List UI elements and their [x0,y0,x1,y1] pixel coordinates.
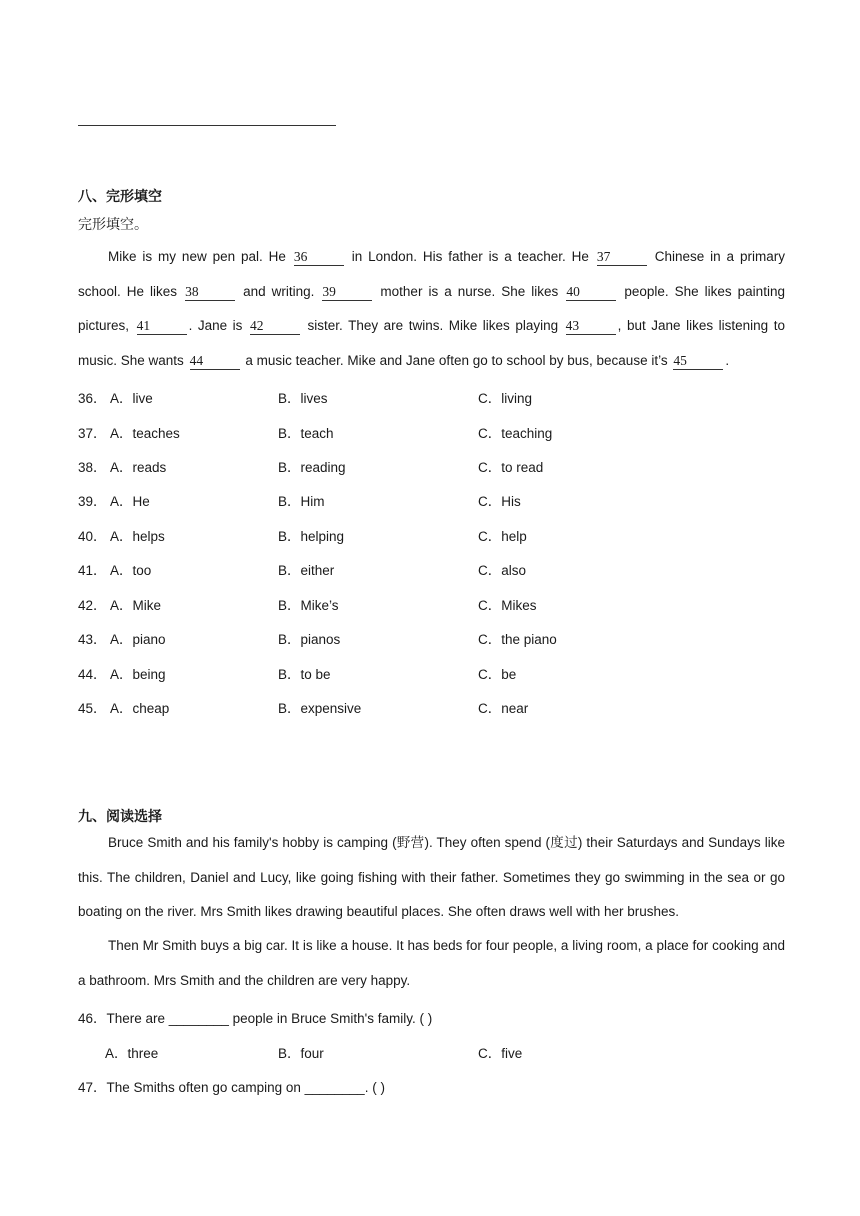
option-a[interactable]: A．He [110,494,150,509]
passage-text: sister. They are twins. Mike likes playing [307,318,559,333]
question-46: 46．There are ________ people in Bruce Smith's family. ( ) [78,1011,433,1026]
question-number: 38． [78,460,107,475]
blank-36: 36 [294,249,344,266]
question-number: 41． [78,563,107,578]
passage-text: , but Jane likes listening to [617,318,785,333]
option-b[interactable]: B．lives [278,391,328,406]
option-b[interactable]: B．Mike’s [278,598,339,613]
option-a[interactable]: A．teaches [110,426,180,441]
option-a[interactable]: A．live [110,391,153,406]
cloze-passage [78,240,785,378]
option-c[interactable]: C．teaching [478,426,553,441]
question-47: 47．The Smiths often go camping on ________. ( ) [78,1080,385,1095]
question-number: 44． [78,667,107,682]
question-number: 40． [78,529,107,544]
question-row [78,663,785,683]
question-row [78,559,785,579]
question-number: 37． [78,426,107,441]
option-a[interactable]: A．Mike [110,598,162,613]
section-8-title: 八、完形填空 [78,188,162,204]
header-rule [78,125,336,126]
option-a[interactable]: A．piano [110,632,166,647]
passage-text: . Jane is [188,318,243,333]
option-b[interactable]: B．expensive [278,701,362,716]
passage-text: in London. His father is a teacher. He [351,249,589,264]
option-b[interactable]: B．reading [278,460,346,475]
question-row [78,456,785,476]
passage-text: and writing. [243,283,315,299]
blank-44: 44 [190,353,240,370]
question-row [78,525,785,545]
blank-40: 40 [566,284,616,301]
passage-text: a music teacher. Mike and Jane often go to school by bus, because it’s [245,352,668,368]
blank-38: 38 [185,284,235,301]
blank-37: 37 [597,249,647,266]
option-c[interactable]: C．to read [478,460,544,475]
option-b[interactable]: B．helping [278,529,345,544]
question-number: 39． [78,494,107,509]
question-row [78,697,785,717]
option-c[interactable]: C．Mikes [478,598,537,613]
question-row [78,490,785,510]
section-8-subtitle: 完形填空。 [78,216,148,232]
reading-paragraph-2 [78,929,785,998]
reading-paragraph-1 [78,826,785,930]
option-c[interactable]: C．also [478,563,527,578]
question-number: 45． [78,701,107,716]
option-b[interactable]: B．either [278,563,335,578]
option-a[interactable]: A．cheap [110,701,170,716]
option-b[interactable]: B．four [278,1046,324,1061]
question-row [78,387,785,407]
option-c[interactable]: C．five [478,1046,523,1061]
question-46-options [78,1042,785,1062]
blank-41: 41 [137,318,187,335]
option-c[interactable]: C．be [478,667,517,682]
option-b[interactable]: B．to be [278,667,331,682]
passage-text: . [725,352,730,368]
section-9-title: 九、阅读选择 [78,808,162,824]
blank-42: 42 [250,318,300,335]
option-c[interactable]: C．near [478,701,529,716]
paragraph-text: Bruce Smith and his family's hobby is camping (野营). They often spend (度过) their Saturdays and Sundays like this. The children, Daniel and Lucy, like going fishing with their father. Sometimes they go swimming in the sea or go boating on the river. Mrs Smith likes drawing beautiful places. She often draws well with her brushes. [78,835,785,919]
option-c[interactable]: C．the piano [478,632,557,647]
option-a[interactable]: A．too [110,563,152,578]
option-c[interactable]: C．His [478,494,521,509]
passage-text: Chinese in a primary [654,249,785,264]
question-row [78,594,785,614]
blank-39: 39 [322,284,372,301]
paragraph-text: Then Mr Smith buys a big car. It is like a house. It has beds for four people, a living room, a place for cooking and a bathroom. Mrs Smith and the children are very happy. [78,938,785,988]
question-number: 42． [78,598,107,613]
option-a[interactable]: A．helps [110,529,165,544]
option-b[interactable]: B．teach [278,426,334,441]
passage-text: mother is a nurse. She likes [380,283,559,299]
question-number: 36． [78,391,107,406]
passage-text: music. She wants [78,352,184,368]
blank-45: 45 [673,353,723,370]
option-b[interactable]: B．pianos [278,632,341,647]
option-b[interactable]: B．Him [278,494,325,509]
option-a[interactable]: A．being [110,667,166,682]
passage-text: school. He likes [78,283,178,299]
passage-text: people. She likes painting [624,283,785,299]
question-row [78,628,785,648]
option-a[interactable]: A．reads [110,460,167,475]
option-c[interactable]: C．living [478,391,533,406]
passage-text: pictures, [78,318,130,333]
passage-text: Mike is my new pen pal. He [108,249,286,264]
option-c[interactable]: C．help [478,529,527,544]
option-a[interactable]: A．three [105,1046,159,1061]
question-row [78,422,785,442]
question-number: 43． [78,632,107,647]
blank-43: 43 [566,318,616,335]
